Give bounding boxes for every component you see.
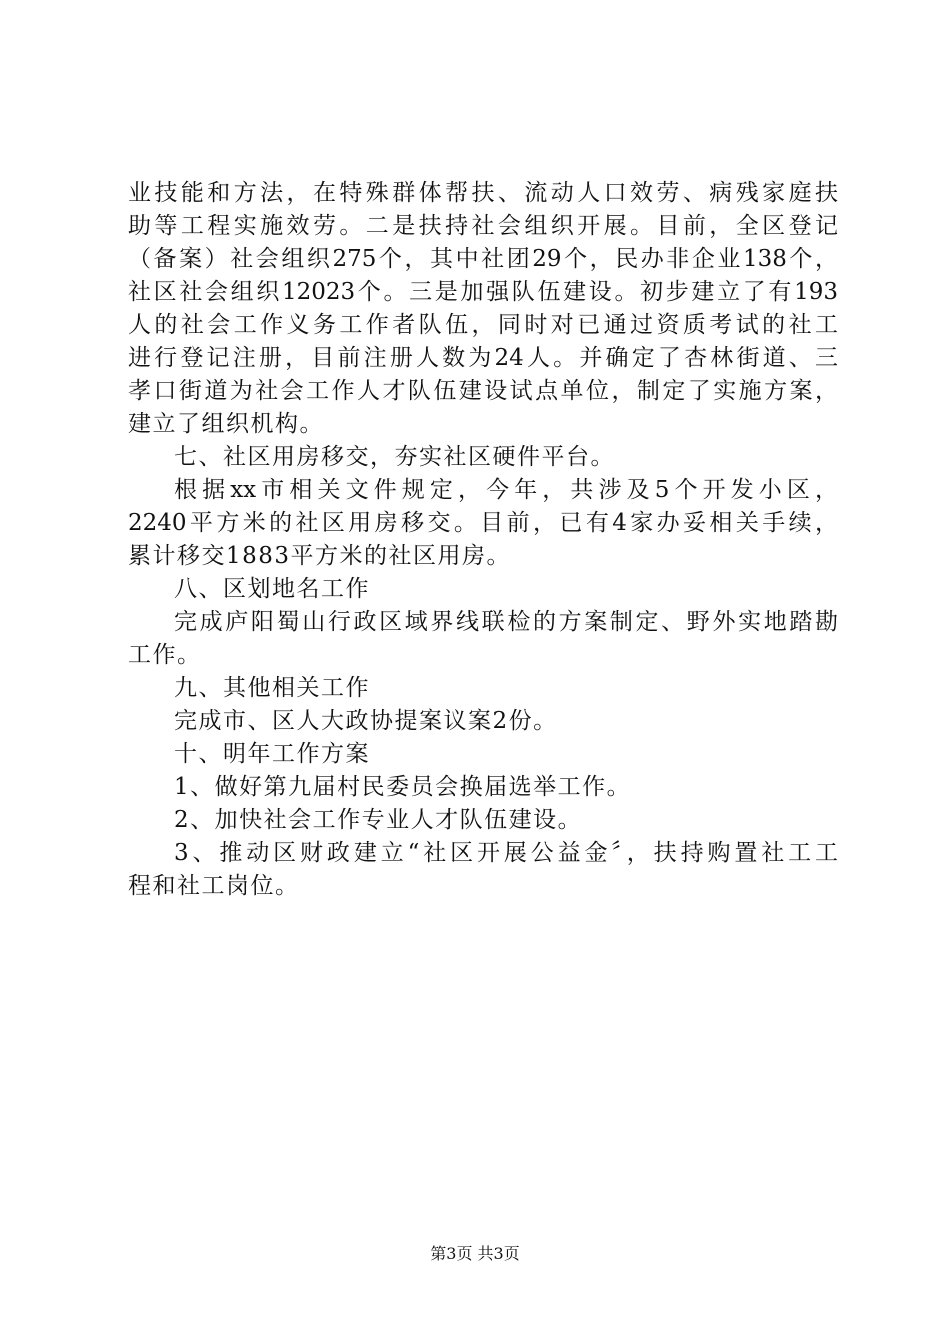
body-line: 人的社会工作义务工作者队伍，同时对已通过资质考试的社工 (128, 312, 838, 338)
body-line: 孝口街道为社会工作人才队伍建设试点单位，制定了实施方案， (128, 378, 838, 404)
section-heading-9: 九、其他相关工作 (174, 675, 370, 701)
section-heading-8: 八、区划地名工作 (174, 576, 370, 602)
body-line: 建立了组织机构。 (128, 411, 324, 437)
body-line: 根据xx市相关文件规定，今年，共涉及5个开发小区， (174, 477, 838, 503)
body-line: 业技能和方法，在特殊群体帮扶、流动人口效劳、病残家庭扶 (128, 180, 838, 206)
body-line: 完成庐阳蜀山行政区域界线联检的方案制定、野外实地踏勘 (174, 609, 838, 635)
body-line: 助等工程实施效劳。二是扶持社会组织开展。目前，全区登记 (128, 213, 838, 239)
body-line: 累计移交1883平方米的社区用房。 (128, 543, 512, 569)
page-number-label: 第3页 共3页 (430, 1244, 520, 1263)
body-line: 工作。 (128, 642, 202, 668)
body-line: 完成市、区人大政协提案议案2份。 (174, 708, 558, 734)
list-item: 2、加快社会工作专业人才队伍建设。 (174, 807, 583, 833)
page-footer (0, 1243, 950, 1265)
list-item-continuation: 程和社工岗位。 (128, 873, 300, 899)
list-item: 3、推动区财政建立“社区开展公益金〞，扶持购置社工工 (174, 840, 838, 866)
section-heading-7: 七、社区用房移交，夯实社区硬件平台。 (174, 444, 615, 470)
document-body (128, 177, 838, 903)
section-heading-10: 十、明年工作方案 (174, 741, 370, 767)
list-item: 1、做好第九届村民委员会换届选举工作。 (174, 774, 632, 800)
body-line: 社区社会组织12023个。三是加强队伍建设。初步建立了有193 (128, 279, 838, 305)
body-line: （备案）社会组织275个，其中社团29个，民办非企业138个， (128, 246, 838, 272)
body-line: 进行登记注册，目前注册人数为24人。并确定了杏林街道、三 (128, 345, 838, 371)
body-line: 2240平方米的社区用房移交。目前，已有4家办妥相关手续， (128, 510, 838, 536)
